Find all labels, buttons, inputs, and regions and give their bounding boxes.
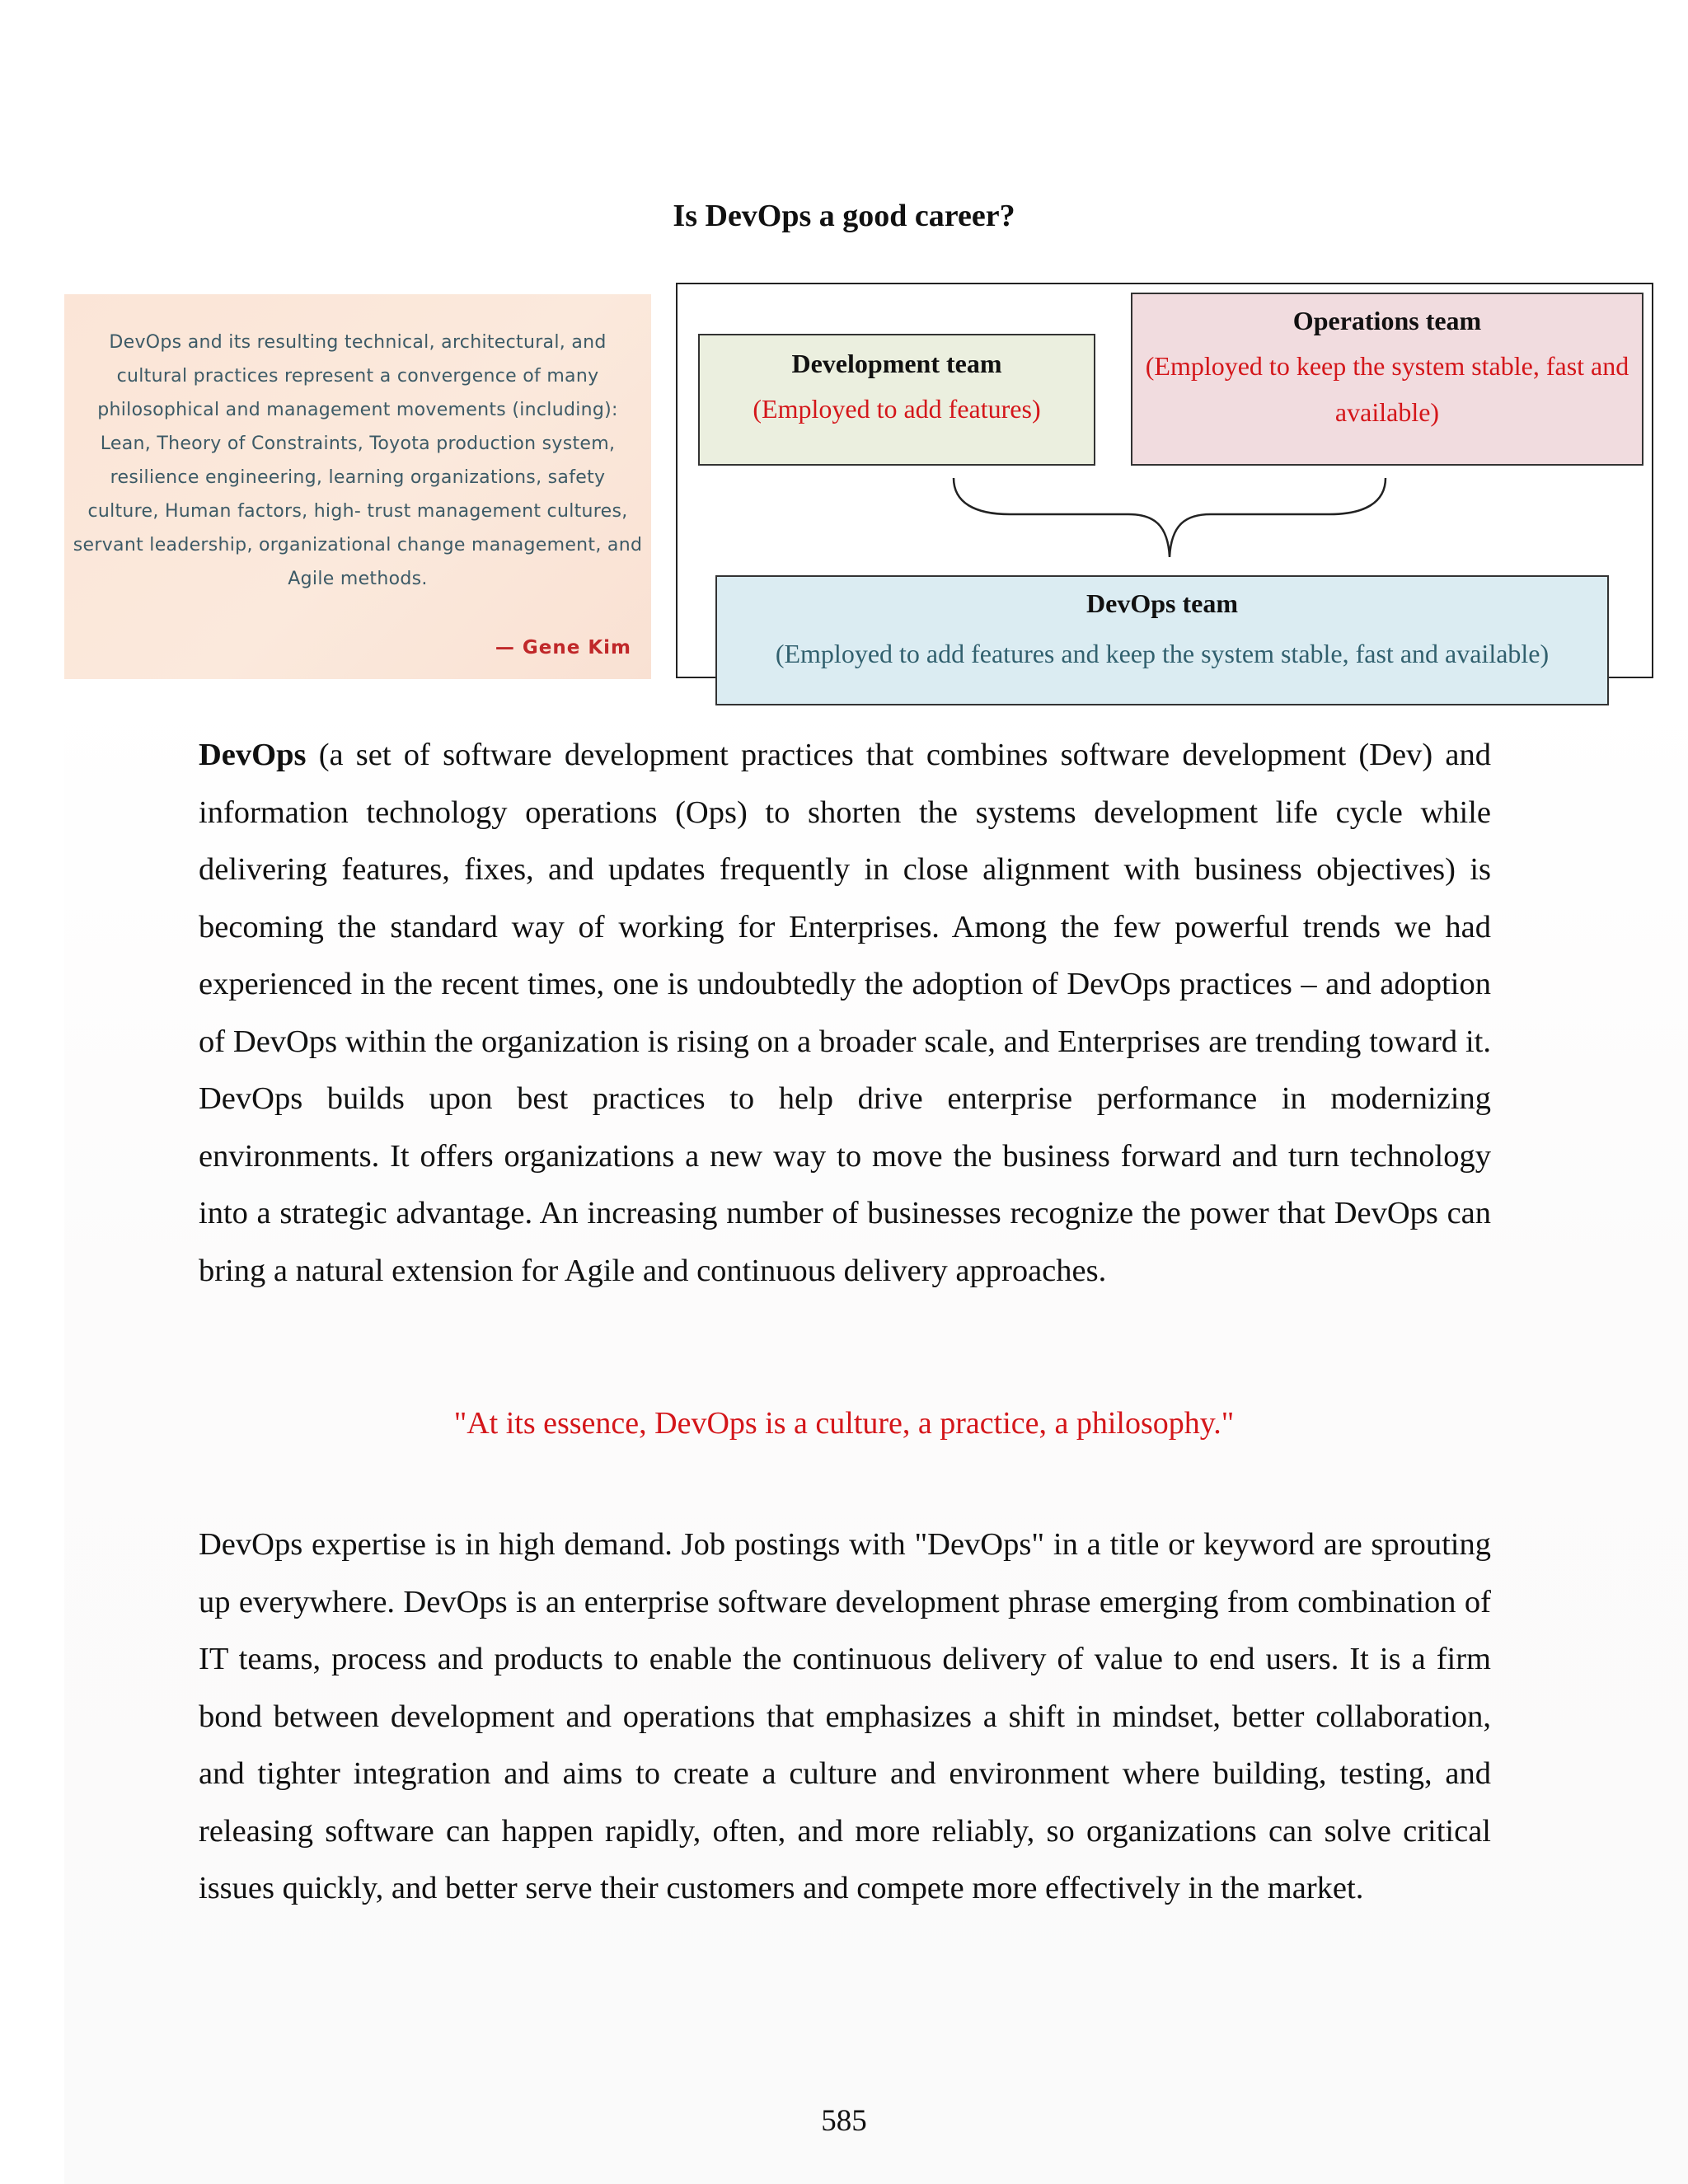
operations-team-title: Operations team bbox=[1292, 306, 1482, 335]
body-paragraph-2: DevOps expertise is in high demand. Job postings with "DevOps" in a title or keyword are sprouting up everywhere. DevOps is an enterprise software development phrase emerging from combination of IT teams, process and products to enable the continuous delivery of value to end users. It is a firm bond between development and operations that emphasizes a shift in mindset, better collaboration, and tighter integration and aims to create a culture and environment where building, testing, and releasing software can happen rapidly, often, and more reliably, so organizations can solve critical issues quickly, and better serve their customers and compete more effectively in the market. bbox=[199, 1527, 1491, 1905]
body-paragraph-1-text: (a set of software development practices that combines software development (Dev) and information technology operations (Ops) to shorten the systems development life cycle while delivering features, fixes, and updates frequently in close alignment with business objectives) is becoming the standard way of working for Enterprises. Among the few powerful trends we had experienced in the recent times, one is undoubtedly the adoption of DevOps practices – and adoption of DevOps within the organization is rising on a broader scale, and Enterprises are trending toward it. DevOps builds upon best practices to help drive enterprise performance in modernizing environments. It offers organizations a new way to move the business forward and turn technology into a strategic advantage. An increasing number of businesses recognize the power that DevOps can bring a natural extension for Agile and continuous delivery approaches. bbox=[199, 738, 1491, 1288]
quote-card-text: DevOps and its resulting technical, architectural, and cultural practices represent a convergence of many philosophical and management movements (including): Lean, Theory of Constraints, Toyota production system, resilience engineering, learning organizations, safety culture, Human factors, high- trust management cultures, servant leadership, organizational change management, and Agile methods. bbox=[73, 332, 643, 589]
operations-team-box bbox=[1131, 293, 1643, 466]
body-paragraph-1 bbox=[199, 727, 1491, 1300]
operations-team-description: (Employed to keep the system stable, fast and available) bbox=[1145, 351, 1629, 427]
devops-team-box bbox=[715, 575, 1609, 705]
quote-card-author: — Gene Kim bbox=[495, 637, 631, 658]
development-team-box bbox=[698, 334, 1095, 466]
development-team-title: Development team bbox=[791, 349, 1002, 378]
development-team-description: (Employed to add features) bbox=[753, 394, 1041, 424]
devops-team-description: (Employed to add features and keep the system stable, fast and available) bbox=[775, 639, 1550, 668]
body-paragraph-1-lead: DevOps bbox=[199, 738, 307, 772]
pull-quote: "At its essence, DevOps is a culture, a practice, a philosophy." bbox=[453, 1406, 1235, 1441]
merge-brace-icon bbox=[952, 476, 1387, 559]
devops-team-title: DevOps team bbox=[1086, 588, 1238, 618]
quote-card bbox=[64, 294, 651, 679]
page-number: 585 bbox=[821, 2104, 867, 2138]
page-title: Is DevOps a good career? bbox=[673, 199, 1015, 233]
